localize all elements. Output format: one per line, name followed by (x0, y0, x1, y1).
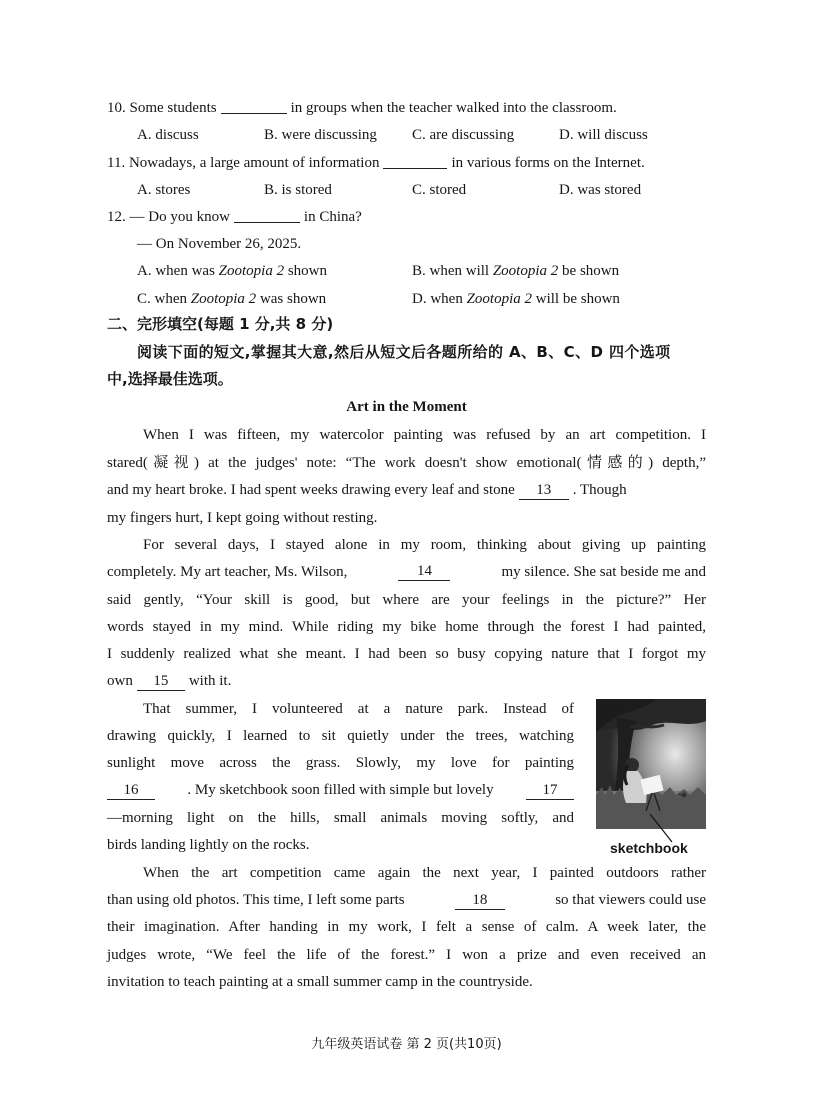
option-title: Zootopia 2 (466, 291, 533, 307)
passage-line: their imagination. After handing in my work, I felt a sense of calm. A week later, the (107, 919, 706, 935)
page-footer: 九年级英语试卷 第 2 页(共10页) (311, 1037, 502, 1052)
option-title: Zootopia 2 (492, 263, 559, 279)
passage-line: That summer, I volunteered at a nature park. Instead of (143, 701, 574, 717)
question-12-stem (107, 207, 362, 226)
question-text: in groups when the teacher walked into the classroom. (290, 100, 617, 116)
option-text: A. when was (137, 263, 215, 279)
question-text: Some students (129, 100, 217, 116)
q11-option-d: D. was stored (559, 182, 642, 198)
option-text: be shown (562, 263, 620, 279)
q11-option-a: A. stores (137, 182, 191, 198)
passage-text: own (107, 673, 133, 689)
q10-option-d: D. will discuss (559, 127, 648, 143)
passage-line: For several days, I stayed alone in my room, thinking about giving up painting (143, 537, 706, 553)
passage-line (107, 563, 706, 581)
blank-14: 14 (398, 563, 450, 581)
question-text: — Do you know (129, 209, 230, 225)
q12-option-c (137, 290, 326, 308)
girl-sketching-under-tree-photo (596, 699, 706, 829)
question-text: in China? (303, 209, 362, 225)
passage-text: so that viewers could use (555, 892, 706, 908)
q10-option-b: B. were discussing (264, 127, 377, 143)
option-text: was shown (259, 291, 327, 307)
passage-line: —morning light on the hills, small animals moving softly, and (107, 810, 574, 826)
question-number: 11. (107, 155, 126, 171)
passage-line: birds landing lightly on the rocks. (107, 837, 310, 853)
option-text: shown (287, 263, 328, 279)
passage-title: Art in the Moment (346, 399, 467, 415)
question-11-stem (107, 153, 645, 172)
passage-line: judges wrote, “We feel the life of the forest.” I won a prize and even received an (107, 947, 706, 963)
q12-option-d (412, 290, 620, 308)
q11-option-b: B. is stored (264, 182, 332, 198)
blank-13: 13 (519, 482, 569, 500)
q12-reply: — On November 26, 2025. (137, 236, 302, 252)
passage-line: my fingers hurt, I kept going without resting. (107, 510, 378, 526)
passage-text: completely. My art teacher, Ms. Wilson, (107, 564, 348, 580)
passage-text: . My sketchbook soon filled with simple but lovely (187, 782, 494, 798)
passage-line: said gently, “Your skill is good, but where are your feelings in the picture?” Her (107, 592, 706, 608)
passage-line: sunlight move across the grass. Slowly, my love for painting (107, 755, 574, 771)
question-number: 12. (107, 209, 126, 225)
passage-line (107, 672, 231, 691)
q12-option-a (137, 262, 327, 280)
passage-line: words stayed in my mind. While riding my bike home through the forest I had painted, (107, 619, 706, 635)
q11-option-c: C. stored (412, 182, 467, 198)
blank-18: 18 (455, 892, 505, 910)
passage-line: stared(凝视) at the judges' note: “The work doesn't show emotional(情感的) depth,” (107, 455, 706, 471)
option-title: Zootopia 2 (190, 291, 257, 307)
passage-text: and my heart broke. I had spent weeks drawing every leaf and stone (107, 482, 515, 498)
passage-line (107, 891, 706, 910)
answer-blank (234, 207, 300, 223)
passage-line (107, 481, 627, 500)
section-instruction: 阅读下面的短文,掌握其大意,然后从短文后各题所给的 A、B、C、D 四个选项 (137, 343, 671, 361)
passage-line: invitation to teach painting at a small summer camp in the countryside. (107, 974, 533, 990)
blank-16: 16 (107, 782, 155, 800)
passage-text: than using old photos. This time, I left some parts (107, 892, 405, 908)
blank-15: 15 (137, 673, 185, 691)
passage-line: When I was fifteen, my watercolor painting was refused by an art competition. I (143, 427, 706, 443)
q12-option-b (412, 262, 619, 280)
section-heading: 二、完形填空(每题 1 分,共 8 分) (107, 315, 334, 333)
passage-text: with it. (188, 673, 232, 689)
q10-option-c: C. are discussing (412, 127, 515, 143)
question-10-stem (107, 98, 617, 117)
image-label: sketchbook (610, 840, 688, 856)
option-text: B. when will (412, 263, 490, 279)
question-text: Nowadays, a large amount of information (128, 155, 380, 171)
option-title: Zootopia 2 (218, 263, 285, 279)
answer-blank (383, 153, 447, 169)
option-text: D. when (412, 291, 463, 307)
passage-text: my silence. She sat beside me and (501, 564, 706, 580)
answer-blank (221, 98, 287, 114)
passage-line: drawing quickly, I learned to sit quietly under the trees, watching (107, 728, 574, 744)
question-text: in various forms on the Internet. (451, 155, 645, 171)
question-number: 10. (107, 100, 126, 116)
section-instruction: 中,选择最佳选项。 (107, 370, 233, 388)
passage-line: I suddenly realized what she meant. I had been so busy copying nature that I forgot my (107, 646, 706, 662)
passage-line: When the art competition came again the next year, I painted outdoors rather (143, 865, 706, 881)
option-text: C. when (137, 291, 187, 307)
q10-option-a: A. discuss (137, 127, 199, 143)
passage-line (107, 781, 574, 800)
passage-text: . Though (572, 482, 627, 498)
option-text: will be shown (535, 291, 620, 307)
blank-17: 17 (526, 782, 574, 800)
